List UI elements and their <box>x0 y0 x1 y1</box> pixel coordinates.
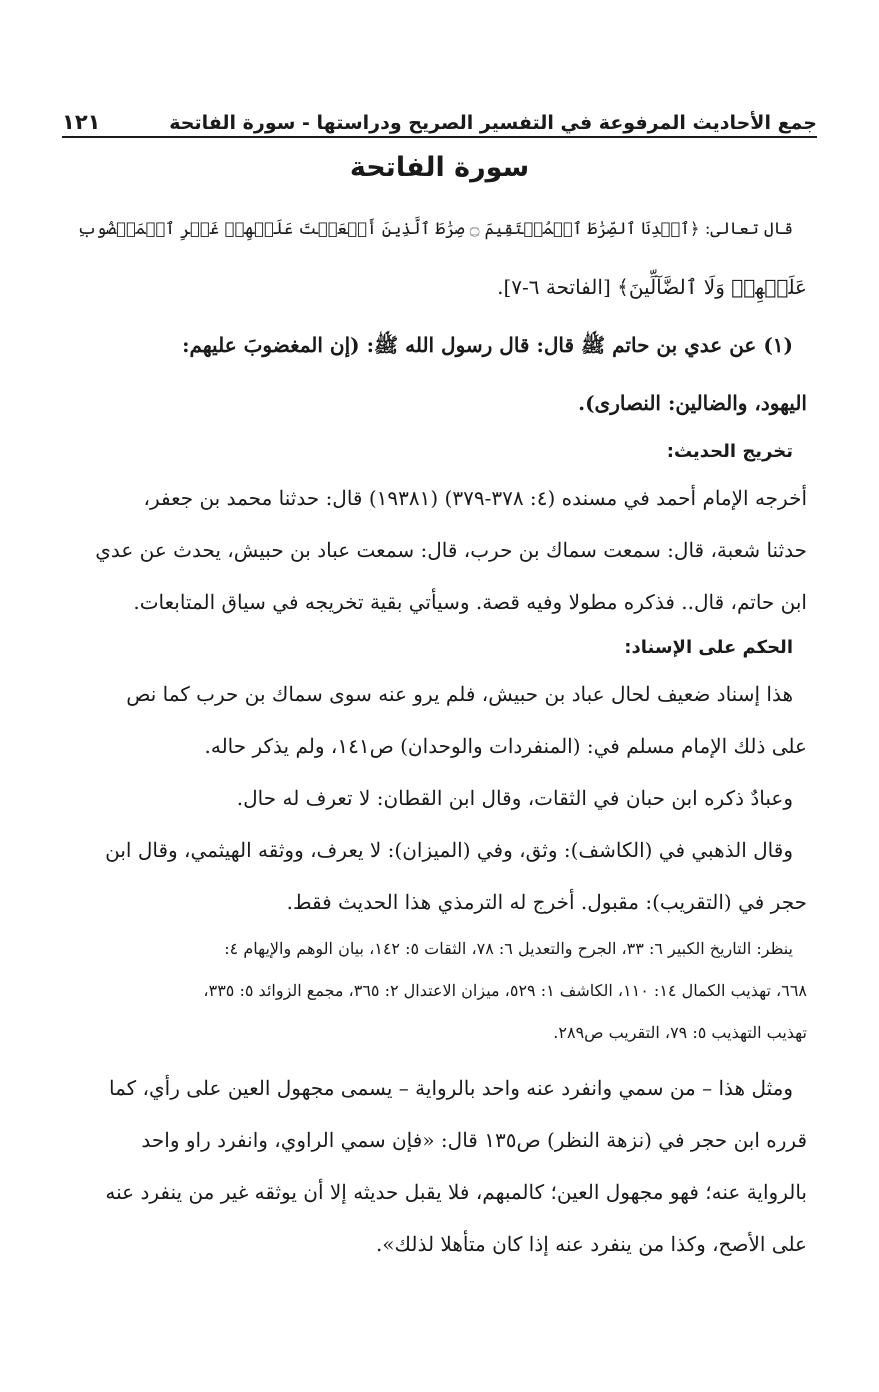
reference-line: تهذيب التهذيب ٥: ٧٩، التقريب ص٢٨٩. <box>553 1023 807 1042</box>
closing-line: قرره ابن حجر في (نزهة النظر) ص١٣٥ قال: «فإن سمي الراوي، وانفرد راو واحد <box>141 1128 807 1152</box>
hukm-line: وعبادٌ ذكره ابن حبان في الثقات، وقال ابن القطان: لا تعرف له حال. <box>236 786 793 810</box>
hukm-line: حجر في (التقريب): مقبول. أخرج له الترمذي هذا الحديث فقط. <box>286 890 807 914</box>
closing-line: بالرواية عنه؛ فهو مجهول العين؛ كالمبهم، فلا يقبل حديثه إلا أن يوثقه غير من ينفرد عنه <box>105 1180 807 1204</box>
surah-title: سورة الفاتحة <box>349 152 530 183</box>
verse-line: قال تعالى: ﴿ٱهۡدِنَا ٱلصِّرَٰطَ ٱلۡمُسۡتَقِيمَ ۝ صِرَٰطَ ٱلَّذِينَ أَنۡعَمۡتَ عَلَيۡهِمۡ غَيۡرِ ٱلۡمَغۡضُوبِ <box>77 219 793 238</box>
hadith-line: اليهود، والضالين: النصارى). <box>578 391 807 415</box>
takhrij-line: أخرجه الإمام أحمد في مسنده (٤: ٣٧٨-٣٧٩) (١٩٣٨١) قال: حدثنا محمد بن جعفر، <box>143 486 807 510</box>
page-number: ١٢١ <box>62 110 101 134</box>
hukm-heading: الحكم على الإسناد: <box>624 637 793 658</box>
page-header <box>62 100 817 138</box>
reference-line: ٦٦٨، تهذيب الكمال ١٤: ١١٠، الكاشف ١: ٥٢٩، ميزان الاعتدال ٢: ٣٦٥، مجمع الزوائد ٥: ٣٣٥، <box>203 981 807 1000</box>
page-content <box>66 200 807 1270</box>
closing-line: على الأصح، وكذا من ينفرد عنه إذا كان متأهلا لذلك». <box>375 1232 807 1256</box>
hukm-line: وقال الذهبي في (الكاشف): وثق، وفي (الميزان): لا يعرف، ووثقه الهيثمي، وقال ابن <box>105 838 793 862</box>
takhrij-line: حدثنا شعبة، قال: سمعت سماك بن حرب، قال: سمعت عباد بن حبيش، يحدث عن عدي <box>95 538 807 562</box>
hukm-line: على ذلك الإمام مسلم في: (المنفردات والوحدان) ص١٤١، ولم يذكر حاله. <box>204 734 807 758</box>
reference-line: ينظر: التاريخ الكبير ٦: ٣٣، الجرح والتعديل ٦: ٧٨، الثقات ٥: ١٤٢، بيان الوهم والإيهام ٤: <box>224 939 793 958</box>
running-title: جمع الأحاديث المرفوعة في التفسير الصريح ودراستها - سورة الفاتحة <box>169 112 817 134</box>
hadith-line: (١) عن عدي بن حاتم ﷺ قال: قال رسول الله ﷺ: (إن المغضوبَ عليهم: <box>182 333 793 357</box>
takhrij-heading: تخريج الحديث: <box>666 441 793 462</box>
takhrij-line: ابن حاتم، قال.. فذكره مطولا وفيه قصة. وسيأتي بقية تخريجه في سياق المتابعات. <box>133 590 807 614</box>
hukm-line: هذا إسناد ضعيف لحال عباد بن حبيش، فلم يرو عنه سوى سماك بن حرب كما نص <box>126 682 793 706</box>
verse-line: عَلَيۡهِمۡ وَلَا ٱلضَّآلِّينَ﴾ [الفاتحة ٦-٧]. <box>497 275 807 299</box>
closing-line: ومثل هذا – من سمي وانفرد عنه واحد بالرواية – يسمى مجهول العين على رأي، كما <box>109 1076 793 1100</box>
